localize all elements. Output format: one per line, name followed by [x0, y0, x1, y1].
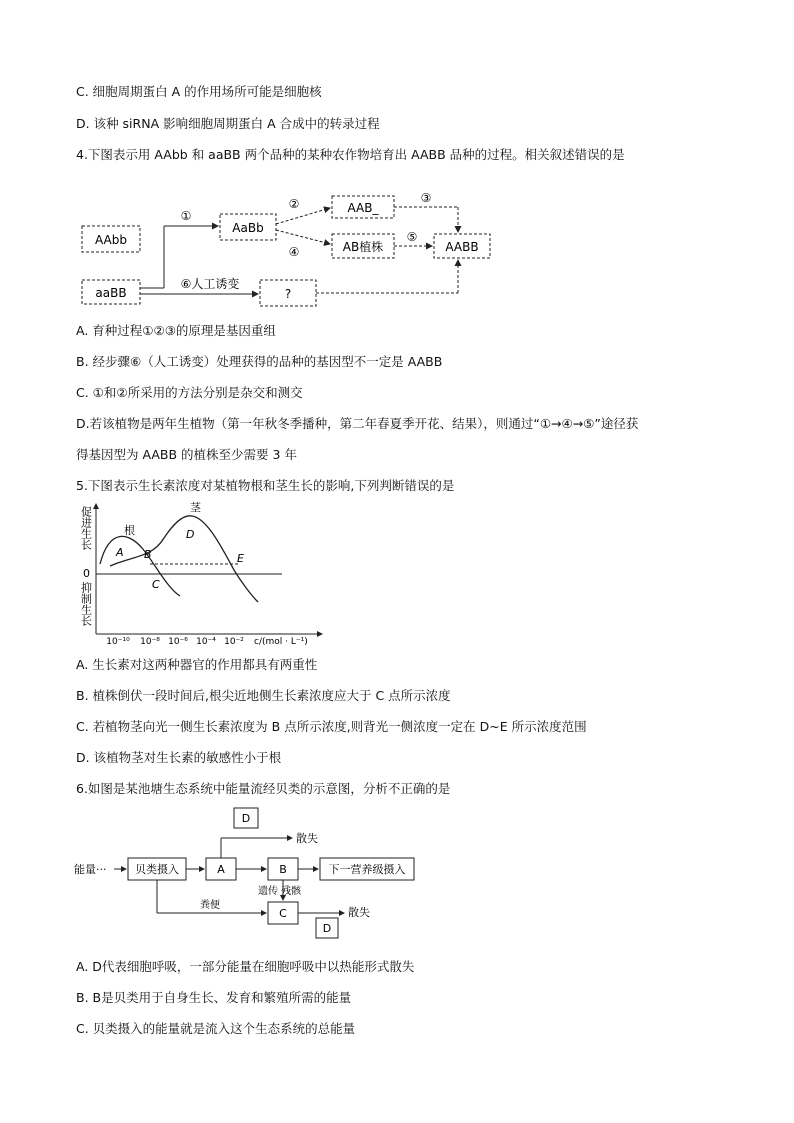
q6-stem: 6.如图是某池塘生态系统中能量流经贝类的示意图，分析不正确的是 [76, 781, 451, 796]
svg-text:遗传 残骸: 遗传 残骸 [258, 886, 302, 897]
q4-option-c: C. ①和②所采用的方法分别是杂交和测交 [76, 385, 303, 400]
svg-text:AaBb: AaBb [232, 221, 264, 235]
svg-text:B: B [279, 863, 287, 876]
svg-text:D: D [241, 812, 251, 825]
q4-stem: 4.下图表示用 AAbb 和 aaBB 两个品种的某种农作物培育出 AABB 品种的过程。相关叙述错误的是 [76, 147, 625, 162]
q4-option-d-line1: D.若该植物是两年生植物（第一年秋冬季播种，第二年春夏季开花、结果），则通过“①→④→⑤”途径获 [76, 416, 639, 431]
svg-text:散失: 散失 [348, 906, 370, 919]
svg-text:AB植株: AB植株 [342, 240, 384, 254]
svg-text:贝类摄入: 贝类摄入 [135, 863, 179, 876]
q6-option-c: C. 贝类摄入的能量就是流入这个生态系统的总能量 [76, 1021, 356, 1036]
svg-text:c/(mol · L⁻¹): c/(mol · L⁻¹) [254, 637, 308, 647]
q5-y-label-bottom: 抑制生长 [79, 582, 93, 626]
q3-option-c: C. 细胞周期蛋白 A 的作用场所可能是细胞核 [76, 84, 322, 99]
q5-stem: 5.下图表示生长素浓度对某植物根和茎生长的影响,下列判断错误的是 [76, 478, 455, 493]
svg-text:④: ④ [288, 245, 300, 259]
svg-text:B: B [144, 548, 152, 561]
svg-text:AAB_: AAB_ [347, 201, 379, 215]
q5-option-c: C. 若植物茎向光一侧生长素浓度为 B 点所示浓度,则背光一侧浓度一定在 D~E 所示浓度范围 [76, 719, 587, 734]
svg-text:C: C [279, 907, 287, 920]
svg-text:AAbb: AAbb [95, 233, 127, 247]
q4-option-a: A. 育种过程①②③的原理是基因重组 [76, 323, 276, 338]
svg-text:②: ② [288, 197, 300, 211]
svg-text:①: ① [180, 209, 192, 223]
q4-option-b: B. 经步骤⑥（人工诱变）处理获得的品种的基因型不一定是 AABB [76, 354, 443, 369]
q5-option-b: B. 植株倒伏一段时间后,根尖近地侧生长素浓度应大于 C 点所示浓度 [76, 688, 451, 703]
svg-text:下一营养级摄入: 下一营养级摄入 [328, 863, 406, 876]
q6-option-a: A. D代表细胞呼吸，一部分能量在细胞呼吸中以热能形式散失 [76, 959, 415, 974]
svg-text:C: C [152, 578, 160, 591]
q3-option-d: D. 该种 siRNA 影响细胞周期蛋白 A 合成中的转录过程 [76, 116, 380, 131]
svg-text:⑤: ⑤ [406, 230, 418, 244]
svg-text:10⁻⁴: 10⁻⁴ [196, 637, 216, 647]
svg-text:10⁻⁶: 10⁻⁶ [168, 637, 188, 647]
q5-auxin-graph [72, 498, 332, 654]
svg-text:aaBB: aaBB [95, 286, 127, 300]
svg-text:⑥人工诱变: ⑥人工诱变 [180, 277, 240, 291]
svg-text:茎: 茎 [190, 501, 201, 514]
svg-text:A: A [217, 863, 225, 876]
q5-curve-root [100, 536, 180, 596]
q5-option-d: D. 该植物茎对生长素的敏感性小于根 [76, 750, 282, 765]
svg-text:E: E [237, 552, 244, 565]
svg-text:根: 根 [124, 524, 135, 537]
svg-text:③: ③ [420, 191, 432, 205]
svg-text:能量···: 能量··· [74, 863, 107, 876]
svg-text:A: A [116, 546, 124, 559]
svg-text:10⁻¹⁰: 10⁻¹⁰ [106, 637, 130, 647]
svg-text:D: D [322, 922, 332, 935]
svg-text:0: 0 [83, 567, 90, 580]
q5-y-label-top: 促进生长 [79, 506, 93, 550]
svg-text:?: ? [284, 287, 292, 301]
q6-energy-flow-diagram [72, 806, 432, 946]
q6-option-b: B. B是贝类用于自身生长、发育和繁殖所需的能量 [76, 990, 352, 1005]
q4-breeding-diagram [70, 186, 510, 310]
svg-text:粪便: 粪便 [200, 900, 220, 911]
svg-text:D: D [186, 528, 195, 541]
q4-option-d-line2: 得基因型为 AABB 的植株至少需要 3 年 [76, 447, 297, 462]
q5-option-a: A. 生长素对这两种器官的作用都具有两重性 [76, 657, 318, 672]
svg-text:AABB: AABB [445, 240, 479, 254]
svg-text:10⁻²: 10⁻² [224, 637, 244, 647]
svg-text:10⁻⁸: 10⁻⁸ [140, 637, 160, 647]
svg-text:散失: 散失 [296, 832, 318, 845]
